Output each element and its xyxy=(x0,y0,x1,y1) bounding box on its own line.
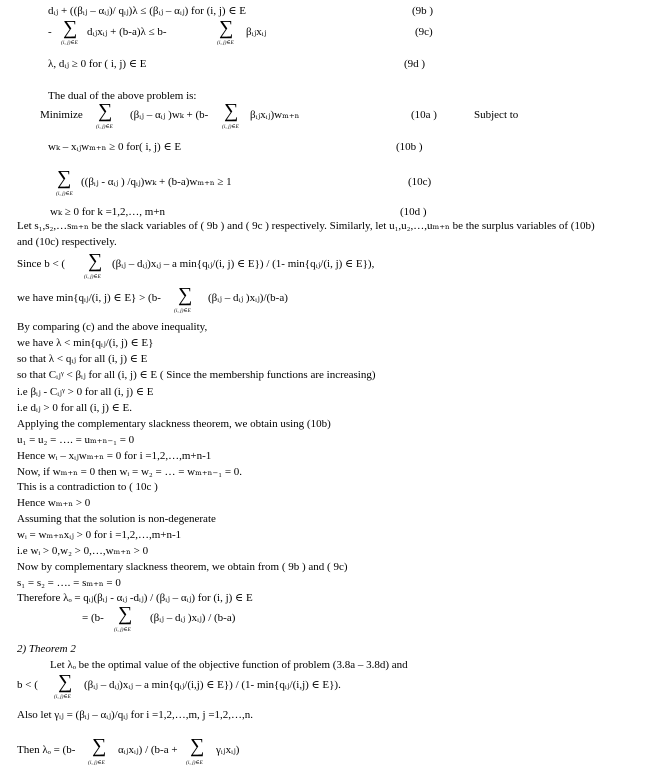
summation-index: (i, j)∈E xyxy=(84,274,101,280)
minimize-label: Minimize xyxy=(40,109,83,121)
summation-index: (i, j)∈E xyxy=(56,191,73,197)
summation-symbol: ∑ xyxy=(190,735,205,757)
summation-index: (i, j)∈E xyxy=(114,627,131,633)
constraint-9d: λ, dᵢⱼ ≥ 0 for ( i, j) ∈ E xyxy=(48,58,147,70)
we-have-line-rest: (βᵢⱼ – dᵢⱼ )xᵢⱼ)/(b-a) xyxy=(208,292,288,304)
final-line-end: γᵢⱼxᵢⱼ) xyxy=(216,744,240,756)
summation-symbol: ∑ xyxy=(178,284,193,306)
result-line-start: = (b- xyxy=(82,612,104,624)
summation-symbol: ∑ xyxy=(88,250,103,272)
summation-index: (i, j)∈E xyxy=(61,40,78,46)
summation-symbol: ∑ xyxy=(219,17,234,39)
condition-line-start: b < ( xyxy=(17,679,38,691)
summation-index: (i, j)∈E xyxy=(217,40,234,46)
constraint-10d: wₖ ≥ 0 for k =1,2,…, m+n xyxy=(50,206,166,218)
equation-number-10b: (10b ) xyxy=(396,141,423,153)
equation-number-10d: (10d ) xyxy=(400,206,427,218)
text-line: Hence wₘ₊ₙ > 0 xyxy=(17,497,91,509)
summation-index: (i, j)∈E xyxy=(54,694,71,700)
text-line: Let s₁,s₂,…sₘ₊ₙ be the slack variables of ( 9b ) and ( 9c ) respectively. Similarly, let u₁,u₂,…,uₘ₊ₙ be the surplus variables of (10b) xyxy=(17,220,595,232)
subject-to-label: Subject to xyxy=(474,109,519,121)
text-line: and (10c) respectively. xyxy=(17,236,117,248)
text-line: we have λ < min{qᵢⱼ/(i, j) ∈ E} xyxy=(17,337,154,349)
text-line: i.e dᵢⱼ > 0 for all (i, j) ∈ E. xyxy=(17,402,132,414)
text-line: By comparing (c) and the above inequality, xyxy=(17,321,208,333)
objective-part1: (βᵢⱼ – αᵢⱼ )wₖ + (b- xyxy=(130,109,209,121)
summation-symbol: ∑ xyxy=(63,17,78,39)
equation-number-10a: (10a ) xyxy=(411,109,437,121)
text-line: u₁ = u₂ = …. = uₘ₊ₙ₋₁ = 0 xyxy=(17,434,135,446)
equation-number-10c: (10c) xyxy=(408,176,432,188)
summation-symbol: ∑ xyxy=(92,735,107,757)
constraint-9b: dᵢⱼ + ((βᵢⱼ – αᵢⱼ)/ qᵢⱼ)λ ≤ (βᵢⱼ – αᵢⱼ) for (i, j) ∈ E xyxy=(48,5,246,17)
text-line: so that Cᵢⱼᵞ < βᵢⱼ for all (i, j) ∈ E ( Since the membership functions are increasing) xyxy=(17,369,376,381)
equation-number-9c: (9c) xyxy=(415,26,433,38)
text-line: Now, if wₘ₊ₙ = 0 then wᵢ = w₂ = … = wₘ₊ₙ₋₁ = 0. xyxy=(17,466,243,478)
summation-symbol: ∑ xyxy=(98,100,113,122)
text-line: Assuming that the solution is non-degenerate xyxy=(17,513,216,525)
text-line: This is a contradiction to ( 10c ) xyxy=(17,481,158,493)
theorem-heading: 2) Theorem 2 xyxy=(17,643,76,655)
constraint-10b: wₖ – xᵢⱼwₘ₊ₙ ≥ 0 for( i, j) ∈ E xyxy=(48,141,182,153)
summation-symbol: ∑ xyxy=(57,167,72,189)
text-line: Therefore λₒ = qᵢⱼ(βᵢⱼ - αᵢⱼ -dᵢⱼ) / (βᵢⱼ – αᵢⱼ) for (i, j) ∈ E xyxy=(17,592,253,604)
summation-index: (i, j)∈E xyxy=(174,308,191,314)
text-line: Let λₒ be the optimal value of the objective function of problem (3.8a – 3.8d) and xyxy=(50,659,408,671)
since-line-start: Since b < ( xyxy=(17,258,66,270)
constraint-9c-sign: - xyxy=(48,26,52,38)
text-line: s₁ = s₂ = …. = sₘ₊ₙ = 0 xyxy=(17,577,121,589)
summation-index: (i, j)∈E xyxy=(186,760,203,766)
constraint-10c: ((βᵢⱼ - αᵢⱼ ) /qᵢⱼ)wₖ + (b-a)wₘ₊ₙ ≥ 1 xyxy=(81,176,232,188)
result-line-rest: (βᵢⱼ – dᵢⱼ )xᵢⱼ) / (b-a) xyxy=(150,612,236,624)
text-line: Also let γᵢⱼ = (βᵢⱼ – αᵢⱼ)/qᵢⱼ for i =1,2,…,m, j =1,2,…,n. xyxy=(17,709,254,721)
text-line: Applying the complementary slackness theorem, we obtain using (10b) xyxy=(17,418,331,430)
text-line: i.e wᵢ > 0,w₂ > 0,…,wₘ₊ₙ > 0 xyxy=(17,545,149,557)
summation-index: (i, j)∈E xyxy=(96,124,113,130)
objective-part2: βᵢⱼxᵢⱼ)wₘ₊ₙ xyxy=(250,109,300,121)
summation-index: (i, j)∈E xyxy=(88,760,105,766)
summation-symbol: ∑ xyxy=(118,603,133,625)
summation-index: (i, j)∈E xyxy=(222,124,239,130)
we-have-line-start: we have min{qᵢⱼ/(i, j) ∈ E} > (b- xyxy=(17,292,161,304)
summation-symbol: ∑ xyxy=(58,671,73,693)
condition-line-rest: (βᵢⱼ – dᵢⱼ)xᵢⱼ – a min{qᵢⱼ/(i,j) ∈ E}) / (1- min{qᵢⱼ/(i,j) ∈ E}). xyxy=(84,679,341,691)
text-line: i.e βᵢⱼ - Cᵢⱼᵞ > 0 for all (i, j) ∈ E xyxy=(17,386,154,398)
final-line-start: Then λₒ = (b- xyxy=(17,744,76,756)
summation-symbol: ∑ xyxy=(224,100,239,122)
text-line: so that λ < qᵢⱼ for all (i, j) ∈ E xyxy=(17,353,148,365)
text-line: Now by complementary slackness theorem, we obtain from ( 9b ) and ( 9c) xyxy=(17,561,348,573)
since-line-rest: (βᵢⱼ – dᵢⱼ)xᵢⱼ – a min{qᵢⱼ/(i, j) ∈ E}) / (1- min{qᵢⱼ/(i, j) ∈ E}), xyxy=(112,258,375,270)
text-line: wᵢ = wₘ₊ₙxᵢⱼ > 0 for i =1,2,…,m+n-1 xyxy=(17,529,182,541)
equation-number-9d: (9d ) xyxy=(404,58,426,70)
dual-intro: The dual of the above problem is: xyxy=(48,90,197,102)
constraint-9c-right: βᵢⱼxᵢⱼ xyxy=(246,26,267,38)
equation-number-9b: (9b ) xyxy=(412,5,434,17)
text-line: Hence wᵢ – xᵢⱼwₘ₊ₙ = 0 for i =1,2,…,m+n-1 xyxy=(17,450,212,462)
constraint-9c-left: dᵢⱼxᵢⱼ + (b-a)λ ≤ b- xyxy=(87,26,167,38)
final-line-middle: αᵢⱼxᵢⱼ) / (b-a + xyxy=(118,744,178,756)
